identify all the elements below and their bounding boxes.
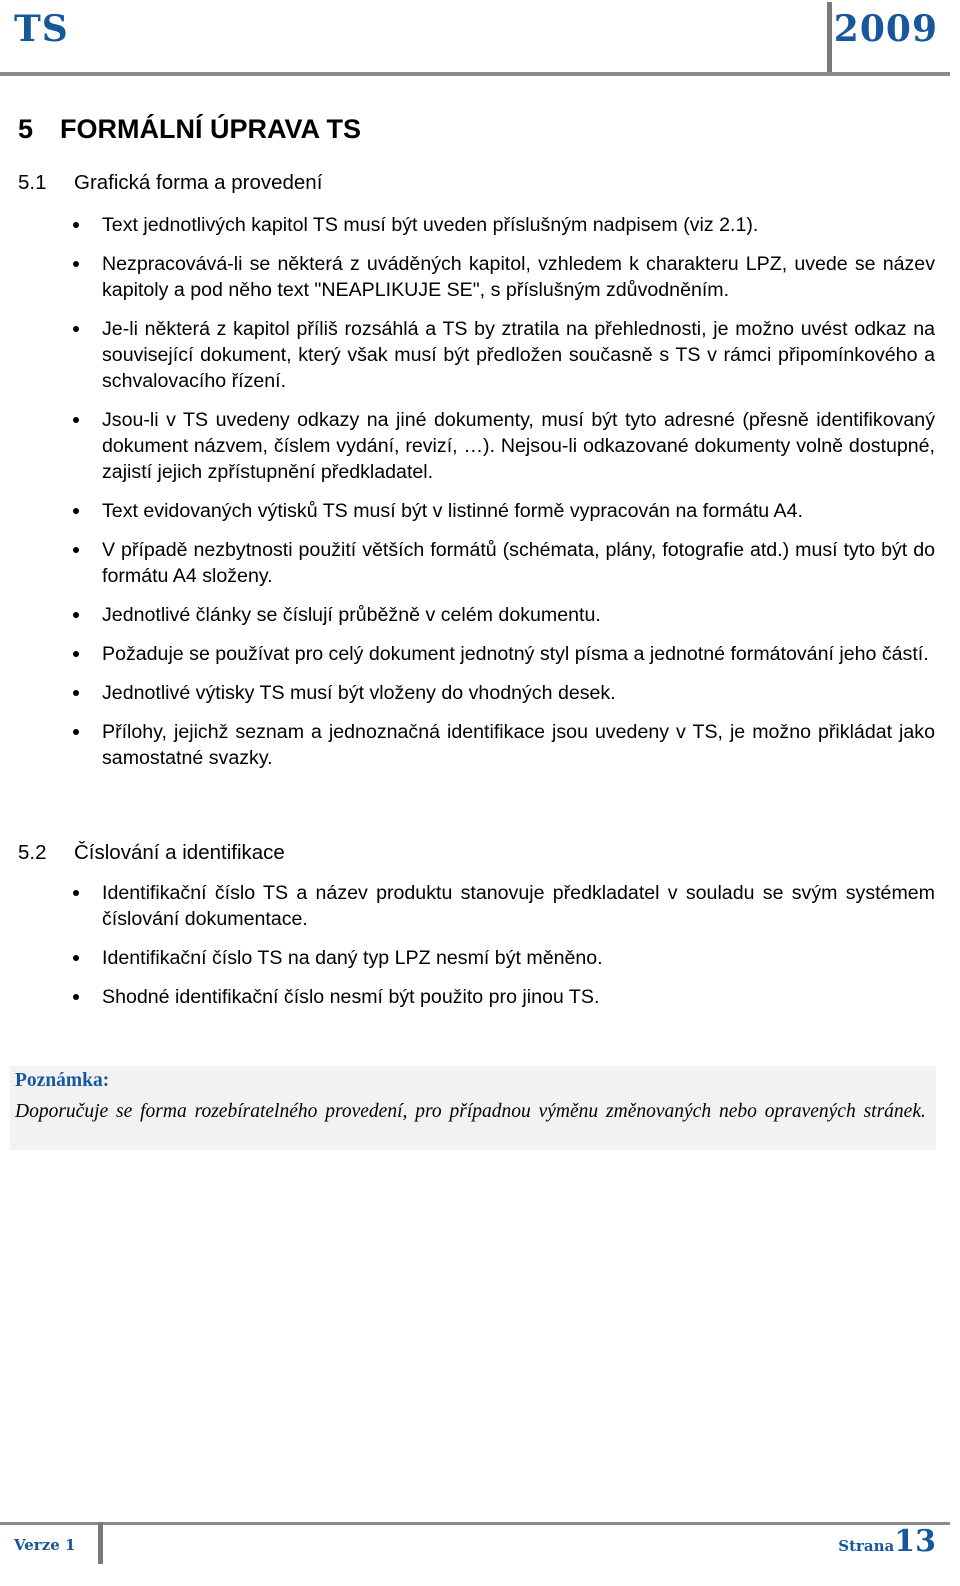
footer-version: Verze 1 [14,1536,76,1554]
bullet-icon [73,729,79,735]
list-item-text: V případě nezbytnosti použití větších formátů (schémata, plány, fotografie atd.) musí tyto být do formátu A4 složeny. [102,539,935,587]
bullet-icon [73,417,79,423]
list-item [102,641,935,667]
subsection-heading [18,841,285,865]
bullet-icon [73,955,79,961]
footer-page [838,1524,936,1559]
bullet-icon [73,326,79,332]
bullet-icon [73,890,79,896]
bullet-icon [73,547,79,553]
list-item [102,498,935,524]
section-number: 5 [18,114,34,144]
section-title: FORMÁLNÍ ÚPRAVA TS [60,114,361,144]
page-header [0,0,960,80]
header-divider [827,2,832,74]
list-item-text: Identifikační číslo TS a název produktu stanovuje předkladatel v souladu se svým systémem číslování dokumentace. [102,882,935,930]
bullet-icon [73,612,79,618]
bullet-icon [73,222,79,228]
list-item-text: Požaduje se používat pro celý dokument jednotný styl písma a jednotné formátování jeho částí. [102,643,929,665]
header-year: 2009 [833,8,938,50]
list-item [102,316,935,394]
list-item [102,602,935,628]
section-heading [18,114,361,145]
footer-divider [98,1522,103,1564]
list-item [102,537,935,589]
list-item [102,880,935,932]
list-item-text: Shodné identifikační číslo nesmí být použito pro jinou TS. [102,986,600,1008]
subsection-number: 5.2 [18,841,47,864]
bullet-icon [73,651,79,657]
note-box [10,1066,936,1150]
list-item [102,719,935,771]
header-doc-code: TS [14,8,69,50]
bullet-list [0,212,960,784]
page-label: Strana [838,1537,895,1555]
list-item-text: Text evidovaných výtisků TS musí být v listinné formě vypracován na formátu A4. [102,500,803,522]
list-item-text: Přílohy, jejichž seznam a jednoznačná identifikace jsou uvedeny v TS, je možno přikládat jako samostatné svazky. [102,721,935,769]
header-rule [0,72,950,76]
bullet-icon [73,994,79,1000]
note-title: Poznámka: [15,1070,110,1091]
bullet-list [0,880,960,1023]
list-item [102,945,935,971]
subsection-number: 5.1 [18,171,47,194]
list-item-text: Text jednotlivých kapitol TS musí být uveden příslušným nadpisem (viz 2.1). [102,214,759,236]
list-item-text: Nezpracovává-li se některá z uváděných kapitol, vzhledem k charakteru LPZ, uvede se název kapitoly a pod něho text "NEAPLIKUJE SE", s příslušným zdůvodněním. [102,253,935,301]
subsection-title: Číslování a identifikace [74,841,285,864]
subsection-title: Grafická forma a provedení [74,171,323,194]
list-item-text: Je-li některá z kapitol příliš rozsáhlá a TS by ztratila na přehlednosti, je možno uvést odkaz na související dokument, který však musí být předložen současně s TS v rámci připomínkového a schvalovacího řízení. [102,318,935,392]
footer-rule [0,1522,950,1525]
list-item [102,984,935,1010]
list-item-text: Jsou-li v TS uvedeny odkazy na jiné dokumenty, musí být tyto adresné (přesně identifikovaný dokument názvem, číslem vydání, revizí, …). Nejsou-li odkazované dokumenty volně dostupné, zajistí jejich zpřístupnění předkladatel. [102,409,935,483]
subsection-heading [18,171,322,195]
list-item-text: Jednotlivé výtisky TS musí být vloženy do vhodných desek. [102,682,616,704]
bullet-icon [73,508,79,514]
list-item-text: Identifikační číslo TS na daný typ LPZ nesmí být měněno. [102,947,603,969]
list-item [102,251,935,303]
list-item [102,680,935,706]
note-text: Doporučuje se forma rozebíratelného provedení, pro případnou výměnu změnovaných nebo opravených stránek. [15,1101,926,1122]
list-item [102,212,935,238]
page-number: 13 [894,1524,936,1559]
list-item-text: Jednotlivé články se číslují průběžně v celém dokumentu. [102,604,601,626]
list-item [102,407,935,485]
bullet-icon [73,261,79,267]
bullet-icon [73,690,79,696]
